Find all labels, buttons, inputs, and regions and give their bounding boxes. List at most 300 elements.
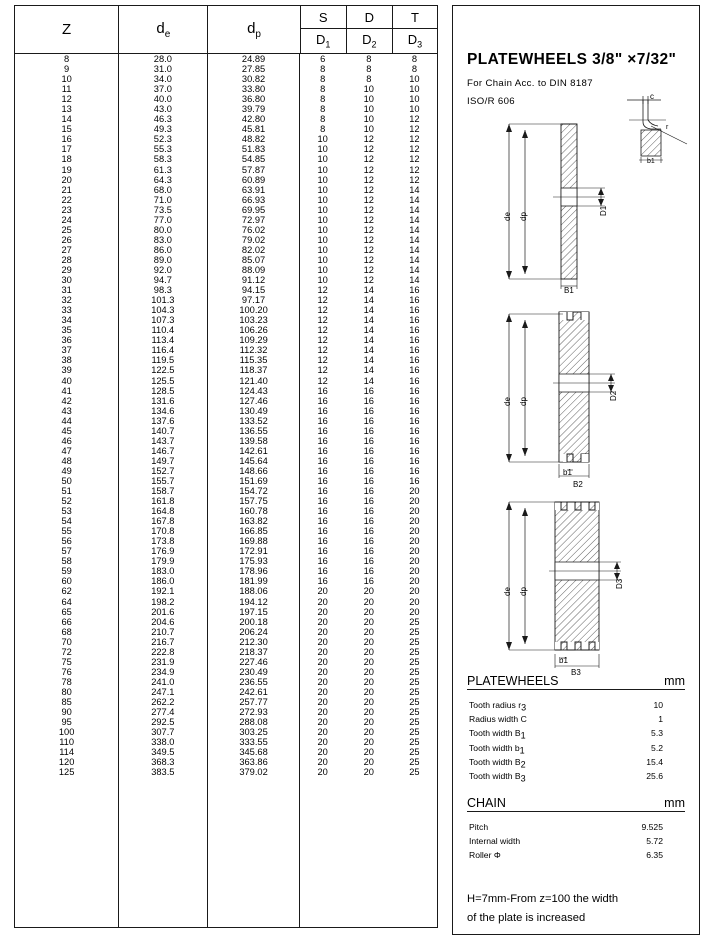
cell-z: 75 xyxy=(61,656,72,667)
cell-d2: 20 xyxy=(363,747,374,758)
column-header-d2: $D_2$ xyxy=(346,29,392,54)
table-row xyxy=(15,245,437,255)
cell-d1: 20 xyxy=(317,676,328,687)
platewheels-spec-heading: PLATEWHEELS mm xyxy=(467,674,685,688)
cell-d2: 12 xyxy=(363,194,374,205)
cell-d3: 25 xyxy=(409,626,420,637)
cell-d1: 16 xyxy=(317,486,328,497)
cell-z: 43 xyxy=(61,405,72,416)
cell-d1: 16 xyxy=(317,395,328,406)
table-row xyxy=(15,617,437,627)
cell-de: 216.7 xyxy=(151,636,175,647)
column-divider-2 xyxy=(207,54,208,927)
spec-label: Radius width C xyxy=(469,714,527,725)
table-row xyxy=(15,556,437,566)
cell-d1: 8 xyxy=(320,64,326,75)
table-row xyxy=(15,607,437,617)
cell-dp: 206.24 xyxy=(239,626,268,637)
cell-d3: 25 xyxy=(409,727,420,738)
cell-z: 58 xyxy=(61,556,72,567)
cell-d1: 20 xyxy=(317,747,328,758)
cell-de: 64.3 xyxy=(153,174,172,185)
cell-dp: 333.55 xyxy=(239,737,268,748)
cell-d3: 16 xyxy=(409,375,420,386)
cell-z: 30 xyxy=(61,275,72,286)
cell-d3: 20 xyxy=(409,546,420,557)
cell-z: 14 xyxy=(61,114,72,125)
cell-d2: 20 xyxy=(363,646,374,657)
cell-de: 58.3 xyxy=(153,154,172,165)
cell-dp: 109.29 xyxy=(239,335,268,346)
cell-de: 92.0 xyxy=(153,264,172,275)
cell-d1: 12 xyxy=(317,335,328,346)
spec-label-subscript: 2 xyxy=(520,759,526,770)
cell-d1: 20 xyxy=(317,616,328,627)
cell-dp: 30.82 xyxy=(241,74,266,85)
cell-de: 204.6 xyxy=(151,616,175,627)
label-c: c xyxy=(650,92,654,101)
cell-d1: 8 xyxy=(320,74,326,85)
cell-de: 161.8 xyxy=(151,496,175,507)
cell-de: 349.5 xyxy=(151,747,175,758)
cell-d3: 16 xyxy=(409,285,420,296)
cell-d1: 20 xyxy=(317,707,328,718)
table-row xyxy=(15,546,437,556)
column-header-z: Z xyxy=(15,6,119,54)
cell-dp: 79.02 xyxy=(241,234,266,245)
cell-d2: 16 xyxy=(363,576,374,587)
cell-d2: 20 xyxy=(363,596,374,607)
cell-de: 167.8 xyxy=(151,516,175,527)
cell-d2: 14 xyxy=(363,295,374,306)
table-row xyxy=(15,486,437,496)
cell-d3: 14 xyxy=(409,254,420,265)
cell-de: 234.9 xyxy=(151,666,175,677)
cell-d3: 10 xyxy=(409,84,420,95)
cell-d2: 16 xyxy=(363,546,374,557)
cell-d3: 16 xyxy=(409,425,420,436)
cell-dp: 115.35 xyxy=(239,355,268,366)
cell-de: 110.4 xyxy=(151,325,175,336)
cell-dp: 345.68 xyxy=(239,747,268,758)
cell-de: 179.9 xyxy=(151,556,175,567)
cell-z: 40 xyxy=(61,375,72,386)
cell-d2: 16 xyxy=(363,435,374,446)
table-row xyxy=(15,396,437,406)
cell-d3: 25 xyxy=(409,717,420,728)
cell-d1: 8 xyxy=(320,94,326,105)
table-row xyxy=(15,365,437,375)
cell-d3: 16 xyxy=(409,465,420,476)
cell-d3: 20 xyxy=(409,556,420,567)
spec-value: 9.525 xyxy=(641,822,663,832)
cell-de: 146.7 xyxy=(151,445,175,456)
cell-dp: 154.72 xyxy=(239,486,268,497)
cell-z: 27 xyxy=(61,244,72,255)
table-row xyxy=(15,647,437,657)
cell-d2: 10 xyxy=(363,124,374,135)
cell-d2: 14 xyxy=(363,375,374,386)
cell-d3: 16 xyxy=(409,355,420,366)
cell-dp: 194.12 xyxy=(239,596,268,607)
cell-dp: 272.93 xyxy=(239,707,268,718)
cell-de: 83.0 xyxy=(153,234,172,245)
cell-d3: 16 xyxy=(409,405,420,416)
cell-z: 23 xyxy=(61,204,72,215)
platewheel-spec-row xyxy=(469,728,683,741)
spec-value: 25.6 xyxy=(646,771,663,781)
table-row xyxy=(15,667,437,677)
spec-label: Tooth width B1 xyxy=(469,728,526,742)
cell-z: 85 xyxy=(61,697,72,707)
note-line-2: of the plate is increased xyxy=(467,912,586,924)
label-b1-detail: b1 xyxy=(647,158,655,165)
table-row xyxy=(15,114,437,124)
table-row xyxy=(15,74,437,84)
cell-z: 57 xyxy=(61,546,72,557)
cell-dp: 178.96 xyxy=(239,566,268,577)
cell-d1: 16 xyxy=(317,526,328,537)
cell-d1: 16 xyxy=(317,576,328,587)
table-row xyxy=(15,406,437,416)
cell-de: 49.3 xyxy=(153,124,172,135)
label-B1: B1 xyxy=(564,286,574,295)
cell-z: 19 xyxy=(61,164,72,175)
cell-d2: 8 xyxy=(366,74,372,85)
cell-d1: 8 xyxy=(320,114,326,125)
table-row xyxy=(15,165,437,175)
specification-table-panel xyxy=(14,5,438,935)
cell-d2: 20 xyxy=(363,666,374,677)
cell-z: 64 xyxy=(61,596,72,607)
cell-d1: 10 xyxy=(317,234,328,245)
cell-d3: 20 xyxy=(409,586,420,597)
table-row xyxy=(15,265,437,275)
spec-value: 5.3 xyxy=(651,728,663,739)
cell-d1: 12 xyxy=(317,285,328,296)
cell-d1: 20 xyxy=(317,717,328,728)
cell-z: 72 xyxy=(61,646,72,657)
cell-d3: 14 xyxy=(409,194,420,205)
cell-de: 80.0 xyxy=(153,224,172,235)
spec-label: Roller Φ xyxy=(469,850,501,861)
cell-dp: 227.46 xyxy=(239,656,268,667)
cell-dp: 163.82 xyxy=(239,516,268,527)
cell-d1: 20 xyxy=(317,666,328,677)
cell-d2: 16 xyxy=(363,405,374,416)
table-body-wrapper xyxy=(14,54,438,928)
table-row xyxy=(15,235,437,245)
table-row xyxy=(15,295,437,305)
cell-d3: 16 xyxy=(409,345,420,356)
cell-de: 94.7 xyxy=(153,275,172,286)
table-row xyxy=(15,54,437,64)
cell-dp: 72.97 xyxy=(241,214,266,225)
table-row xyxy=(15,707,437,717)
table-row xyxy=(15,124,437,134)
cell-d1: 16 xyxy=(317,435,328,446)
cell-de: 86.0 xyxy=(153,244,172,255)
cell-d2: 12 xyxy=(363,184,374,195)
column-divider-1 xyxy=(118,54,119,927)
cell-d1: 10 xyxy=(317,254,328,265)
cell-dp: 69.95 xyxy=(241,204,266,215)
cell-de: 125.5 xyxy=(151,375,175,386)
cell-dp: 148.66 xyxy=(239,465,268,476)
cell-z: 114 xyxy=(59,747,75,758)
cell-d3: 20 xyxy=(409,576,420,587)
cell-de: 201.6 xyxy=(151,606,175,617)
cell-d1: 20 xyxy=(317,737,328,748)
cell-d1: 16 xyxy=(317,546,328,557)
cell-de: 131.6 xyxy=(151,395,175,406)
cell-d1: 16 xyxy=(317,465,328,476)
cell-z: 28 xyxy=(61,254,72,265)
cell-d3: 16 xyxy=(409,455,420,466)
cell-d2: 12 xyxy=(363,164,374,175)
cell-de: 164.8 xyxy=(151,506,175,517)
table-row xyxy=(15,657,437,667)
cell-z: 66 xyxy=(61,616,72,627)
cell-d2: 20 xyxy=(363,686,374,697)
cell-de: 292.5 xyxy=(151,717,175,728)
cell-z: 53 xyxy=(61,506,72,517)
drawing-panel xyxy=(452,5,700,935)
cell-d1: 12 xyxy=(317,315,328,326)
cell-de: 134.6 xyxy=(151,405,175,416)
cell-de: 383.5 xyxy=(151,767,175,778)
plate-width-note xyxy=(467,890,693,928)
cell-d2: 20 xyxy=(363,606,374,617)
cell-dp: 212.30 xyxy=(239,636,268,647)
label-b1-triplex: b1 xyxy=(559,656,568,665)
cell-d1: 12 xyxy=(317,295,328,306)
table-row xyxy=(15,747,437,757)
cell-d2: 20 xyxy=(363,656,374,667)
cell-dp: 379.02 xyxy=(239,767,268,778)
cell-z: 20 xyxy=(61,174,72,185)
table-row xyxy=(15,215,437,225)
cell-d1: 20 xyxy=(317,636,328,647)
cell-d1: 16 xyxy=(317,455,328,466)
cell-z: 15 xyxy=(61,124,72,135)
label-B2: B2 xyxy=(573,480,583,489)
cell-de: 155.7 xyxy=(151,475,175,486)
cell-d3: 16 xyxy=(409,445,420,456)
cell-de: 119.5 xyxy=(151,355,175,366)
cell-d2: 16 xyxy=(363,486,374,497)
cell-d2: 12 xyxy=(363,264,374,275)
cell-d3: 16 xyxy=(409,415,420,426)
cell-d3: 14 xyxy=(409,244,420,255)
cell-dp: 33.80 xyxy=(241,84,266,95)
cell-d1: 16 xyxy=(317,566,328,577)
spec-value: 6.35 xyxy=(646,850,663,861)
table-row xyxy=(15,275,437,285)
cell-dp: 54.85 xyxy=(241,154,266,165)
cell-d2: 20 xyxy=(363,767,374,778)
chain-spec-row xyxy=(469,850,683,860)
spec-value: 1 xyxy=(658,714,663,725)
label-D1: D1 xyxy=(599,205,608,216)
cell-d3: 25 xyxy=(409,666,420,677)
cell-z: 50 xyxy=(61,475,72,486)
cell-z: 125 xyxy=(58,767,75,778)
cell-d3: 25 xyxy=(409,697,420,707)
table-row xyxy=(15,426,437,436)
cell-de: 338.0 xyxy=(151,737,175,748)
platewheel-spec-row xyxy=(469,714,683,724)
cell-d2: 16 xyxy=(363,415,374,426)
label-dp-triplex: dp xyxy=(519,587,528,596)
cell-z: 18 xyxy=(61,154,72,165)
spec-label-subscript: 1 xyxy=(519,745,525,756)
spec-label: Internal width xyxy=(469,836,521,847)
cell-d3: 20 xyxy=(409,496,420,507)
spec-label: Tooth radius r3 xyxy=(469,700,527,713)
cell-dp: 218.37 xyxy=(239,646,268,657)
cell-z: 32 xyxy=(61,295,72,306)
table-row xyxy=(15,436,437,446)
column-divider-3 xyxy=(299,54,300,927)
cell-d1: 10 xyxy=(317,164,328,175)
column-header-simplex: S xyxy=(300,6,346,29)
cell-d3: 25 xyxy=(409,747,420,758)
cell-d2: 16 xyxy=(363,516,374,527)
cell-d3: 16 xyxy=(409,325,420,336)
table-row xyxy=(15,697,437,707)
cell-de: 140.7 xyxy=(151,425,175,436)
cell-d2: 12 xyxy=(363,234,374,245)
cell-de: 158.7 xyxy=(151,486,175,497)
table-row xyxy=(15,285,437,295)
cell-d2: 16 xyxy=(363,506,374,517)
cell-d1: 12 xyxy=(317,305,328,316)
cell-z: 42 xyxy=(61,395,72,406)
cell-de: 71.0 xyxy=(153,194,172,205)
cell-d3: 16 xyxy=(409,305,420,316)
label-de-duplex: de xyxy=(503,397,512,406)
cell-dp: 94.15 xyxy=(241,285,266,296)
cell-dp: 303.25 xyxy=(239,727,268,738)
cell-d1: 10 xyxy=(317,244,328,255)
cell-d1: 16 xyxy=(317,405,328,416)
cell-de: 104.3 xyxy=(151,305,175,316)
cell-z: 11 xyxy=(61,84,72,95)
table-row xyxy=(15,335,437,345)
cell-z: 49 xyxy=(61,465,72,476)
table-row xyxy=(15,64,437,74)
cell-dp: 236.55 xyxy=(239,676,268,687)
cell-d3: 16 xyxy=(409,365,420,376)
column-header-dp: $d_p$ xyxy=(208,6,300,54)
cell-de: 143.7 xyxy=(151,435,175,446)
label-r: r xyxy=(666,124,669,131)
cell-d1: 16 xyxy=(317,496,328,507)
cell-d3: 14 xyxy=(409,234,420,245)
table-row xyxy=(15,134,437,144)
spec-label: Tooth width B3 xyxy=(469,771,526,784)
cell-dp: 118.37 xyxy=(239,365,268,376)
cell-d3: 12 xyxy=(409,154,420,165)
cell-dp: 66.93 xyxy=(241,194,266,205)
cell-z: 8 xyxy=(64,54,70,64)
cell-d2: 14 xyxy=(363,345,374,356)
table-rows-host xyxy=(15,54,437,777)
table-row xyxy=(15,757,437,767)
cell-d2: 20 xyxy=(363,676,374,687)
table-row xyxy=(15,536,437,546)
cell-dp: 197.15 xyxy=(239,606,268,617)
table-row xyxy=(15,466,437,476)
table-row xyxy=(15,315,437,325)
spec-value: 10 xyxy=(653,700,663,710)
cell-dp: 121.40 xyxy=(239,375,268,386)
cell-dp: 103.23 xyxy=(239,315,268,326)
cell-dp: 175.93 xyxy=(239,556,268,567)
cell-de: 40.0 xyxy=(153,94,172,105)
cell-de: 46.3 xyxy=(153,114,172,125)
chain-unit: mm xyxy=(664,796,685,810)
cell-d3: 12 xyxy=(409,164,420,175)
cell-dp: 160.78 xyxy=(239,506,268,517)
cell-d2: 10 xyxy=(363,94,374,105)
data-table xyxy=(15,54,437,777)
cell-d2: 16 xyxy=(363,455,374,466)
cell-de: 307.7 xyxy=(151,727,175,738)
cell-z: 110 xyxy=(59,737,75,748)
cell-d3: 12 xyxy=(409,144,420,155)
cell-d1: 20 xyxy=(317,586,328,597)
cell-dp: 188.06 xyxy=(239,586,268,597)
cell-d2: 12 xyxy=(363,144,374,155)
cell-de: 116.4 xyxy=(151,345,175,356)
cell-z: 33 xyxy=(61,305,72,316)
cell-d3: 16 xyxy=(409,395,420,406)
cell-d3: 25 xyxy=(409,646,420,657)
cell-dp: 45.81 xyxy=(241,124,266,135)
table-row xyxy=(15,446,437,456)
cell-z: 80 xyxy=(61,686,72,697)
cell-d1: 20 xyxy=(317,606,328,617)
table-row xyxy=(15,496,437,506)
spec-label-subscript: 3 xyxy=(521,702,527,713)
cell-d2: 16 xyxy=(363,475,374,486)
table-row xyxy=(15,255,437,265)
cell-d3: 20 xyxy=(409,506,420,517)
cell-d1: 6 xyxy=(320,54,326,64)
cell-d2: 20 xyxy=(363,707,374,718)
cell-de: 277.4 xyxy=(151,707,175,718)
cell-z: 56 xyxy=(61,536,72,547)
platewheels-unit: mm xyxy=(664,674,685,688)
cell-z: 44 xyxy=(61,415,72,426)
cell-dp: 42.80 xyxy=(241,114,266,125)
cell-de: 210.7 xyxy=(151,626,175,637)
cell-z: 62 xyxy=(61,586,72,597)
table-row xyxy=(15,727,437,737)
cell-d2: 16 xyxy=(363,496,374,507)
cell-d1: 8 xyxy=(320,104,326,115)
cell-z: 25 xyxy=(61,224,72,235)
table-row xyxy=(15,677,437,687)
cell-dp: 39.79 xyxy=(241,104,266,115)
cell-de: 43.0 xyxy=(153,104,172,115)
cell-d2: 16 xyxy=(363,385,374,396)
cell-d1: 12 xyxy=(317,365,328,376)
cell-dp: 130.49 xyxy=(239,405,268,416)
cell-de: 73.5 xyxy=(153,204,172,215)
